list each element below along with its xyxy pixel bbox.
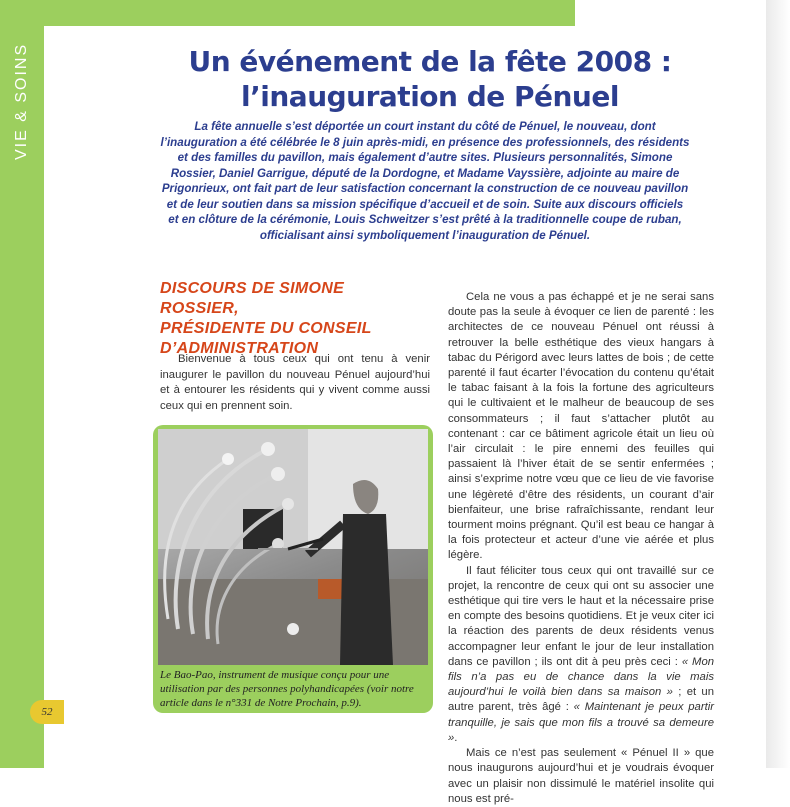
section-heading-line-1: DISCOURS DE SIMONE ROSSIER, [160, 280, 345, 317]
right-paragraph-2-text-a: Il faut féliciter tous ceux qui ont travaillé sur ce projet, la rencontre de ceux qui ont su associer une esthétique qui tire vers le haut et la nécessaire prise en compte des besoins quotidiens. Et je veux citer ici la réaction des parents de deux résidents venus accompagner leur enfant le jour de leur installation dans ce pavillon ; ils ont dit à peu près ceci : [448, 564, 714, 668]
section-heading-line-3: D’ADMINISTRATION [160, 340, 319, 357]
section-heading [160, 279, 400, 359]
bao-pao-photo [158, 429, 428, 665]
right-column [448, 290, 714, 807]
title-line-2: l’inauguration de Pénuel [241, 80, 619, 113]
right-paragraph-2-text-b: ; et un autre parent, très âgé : [448, 686, 714, 714]
section-heading-line-2: PRÉSIDENTE DU CONSEIL [160, 320, 372, 337]
title-line-1: Un événement de la fête 2008 : [188, 45, 672, 78]
right-paragraph-1: Cela ne vous a pas échappé et je ne serai sans doute pas la seule à évoquer ce lien de parenté : les architectes de ce nouveau Pénuel ont réussi à retrouver la belle esthétique des vieux hangars à tabac du Périgord avec leurs lattes de bois ; de cette parenté il faut écarter l’évocation du contenu qu’était le tabac faisant à la fois la fortune des agriculteurs qui le cultivaient et le malheur de beaucoup de ses consommateurs ; il faut s’attacher plutôt au contenant : car ce bâtiment agricole était un lieu où l’air circulait : le pire ennemi des feuilles qui passaient là l’hiver était de se sentir enfermées ; ainsi s’exprime notre vœu que ce lieu de vie favorise une légèreté d’être des résidents, un courant d’air bienfaiteur, une brise rafraîchissante, rendant leur tourment moins prégnant. Qu’il est beau ce hangar à la fois protecteur et acteur d’une vie aérée et plus légère. [448, 291, 714, 562]
photo-caption: Le Bao-Pao, instrument de musique conçu pour une utilisation par des personnes polyhandicapées (voir notre article dans le n°331 de Notre Prochain, p.9). [160, 669, 414, 709]
article-title [150, 44, 710, 114]
quote-parent-1: « Mon fils n’a pas eu de chance dans la vie mais aujourd’hui le voilà bien dans sa maison » [448, 655, 715, 699]
right-paragraph-3: Mais ce n’est pas seulement « Pénuel II » que nous inaugurons aujourd’hui et je voudrais évoquer avec un plaisir non dissimulé le matériel insolite qui nous est pré- [448, 747, 714, 805]
photo-illustration [158, 429, 428, 665]
page-gutter-edge [766, 0, 790, 768]
right-paragraph-2 [448, 564, 714, 746]
top-green-band [0, 0, 575, 26]
left-column-paragraph: Bienvenue à tous ceux qui ont tenu à venir inaugurer le pavillon du nouveau Pénuel aujourd’hui et à entourer les résidents qui y vivent comme aussi ceux qui en prennent soin. [160, 353, 430, 412]
quote-parent-2: « Maintenant je peux partir tranquille, je sais que mon fils a trouvé sa demeure » [448, 701, 715, 744]
section-side-label: VIE & SOINS [13, 42, 30, 160]
intro-paragraph: La fête annuelle s’est déportée un court instant du côté de Pénuel, le nouveau, dont l’inauguration a été célébrée le 8 juin après-midi, en présence des professionnels, des résidents et des familles du pavillon, mais également d’autre sites. Plusieurs personnalités, Simone Rossier, Daniel Garrigue, député de la Dordogne, et Madame Vayssière, adjointe au maire de Prigonrieux, ont fait part de leur satisfaction concernant la construction de ce nouveau pavillon et de leur soutien dans sa mission spécifique d’accueil et de soin. Suite aux discours officiels et en clôture de la cérémonie, Louis Schweitzer s’est prêté à la traditionnelle coupe de ruban, officialisant ainsi symboliquement l’inauguration de Pénuel. [160, 120, 690, 242]
page-number: 52 [30, 700, 64, 724]
right-paragraph-2-text-c: . [454, 731, 458, 744]
